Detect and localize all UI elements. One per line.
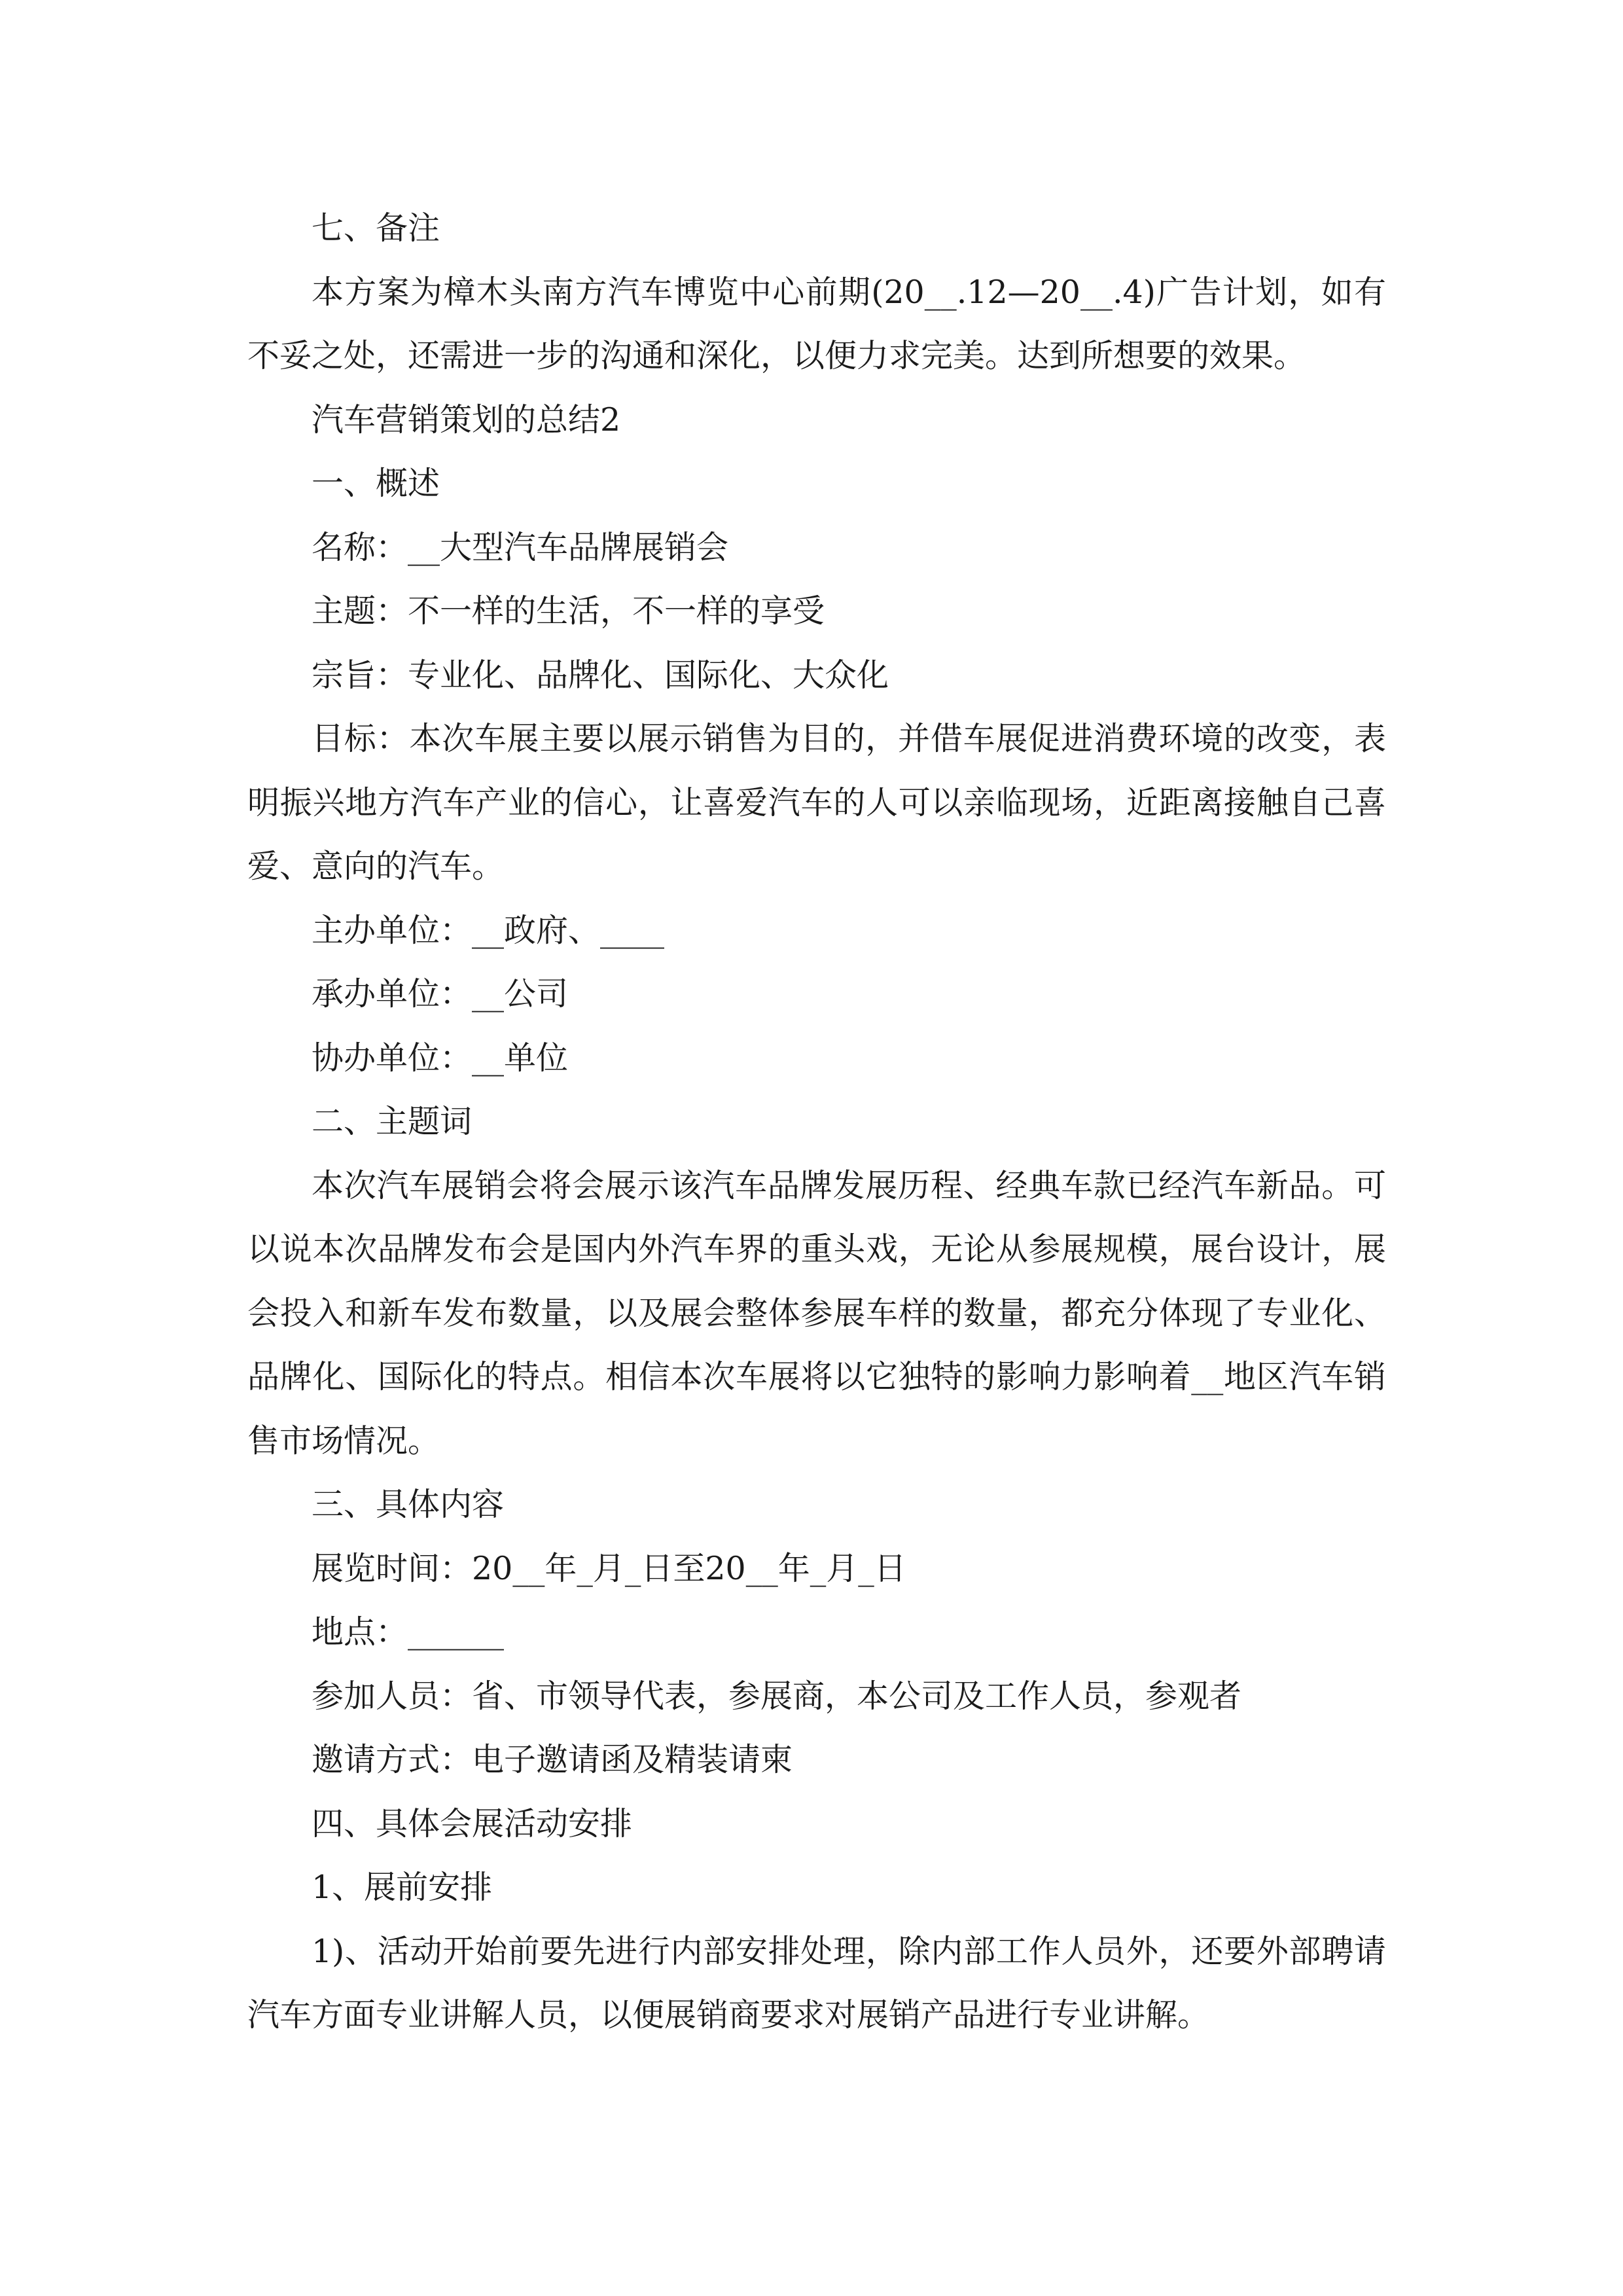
item-exhibition-time: 展览时间：20__年_月_日至20__年_月_日 — [312, 1549, 906, 1587]
item-co-organizer: 协办单位：__单位 — [312, 1039, 569, 1077]
item-invitation-method: 邀请方式：电子邀请函及精装请柬 — [312, 1741, 793, 1778]
section-title-summary-2: 汽车营销策划的总结2 — [312, 401, 621, 439]
heading-remarks: 七、备注 — [312, 209, 440, 247]
item-undertaker: 承办单位：__公司 — [312, 975, 569, 1013]
subheading-pre-exhibition: 1、展前安排 — [312, 1869, 493, 1906]
item-theme: 主题：不一样的生活，不一样的享受 — [312, 592, 825, 630]
item-location: 地点：______ — [312, 1613, 505, 1651]
item-name: 名称：__大型汽车品牌展销会 — [312, 528, 729, 566]
paragraph-plan-note: 本方案为樟木头南方汽车博览中心前期(20__.12—20__.4)广告计划，如有不妥之处，还需进一步的沟通和深化，以便力求完美。达到所想要的效果。 — [247, 273, 1386, 374]
paragraph-theme-words: 本次汽车展销会将会展示该汽车品牌发展历程、经典车款已经汽车新品。可以说本次品牌发布会是国内外汽车界的重头戏，无论从参展规模，展台设计，展会投入和新车发布数量，以及展会整体参展车样的数量，都充分体现了专业化、品牌化、国际化的特点。相信本次车展将以它独特的影响力影响着__地区汽车销售市场情况。 — [247, 1166, 1386, 1460]
heading-overview: 一、概述 — [312, 465, 440, 502]
document-body — [247, 196, 1386, 2047]
heading-specific-content: 三、具体内容 — [312, 1486, 505, 1523]
item-participants: 参加人员：省、市领导代表，参展商，本公司及工作人员，参观者 — [312, 1677, 1242, 1715]
item-purpose: 宗旨：专业化、品牌化、国际化、大众化 — [312, 656, 889, 694]
paragraph-pre-exhibition-1: 1)、活动开始前要先进行内部安排处理，除内部工作人员外，还要外部聘请汽车方面专业讲解人员，以便展销商要求对展销产品进行专业讲解。 — [247, 1932, 1386, 2034]
heading-activity-arrangement: 四、具体会展活动安排 — [312, 1804, 633, 1842]
heading-theme-words: 二、主题词 — [312, 1103, 473, 1140]
item-goal: 目标：本次车展主要以展示销售为目的，并借车展促进消费环境的改变，表明振兴地方汽车产业的信心，让喜爱汽车的人可以亲临现场，近距离接触自己喜爱、意向的汽车。 — [247, 720, 1386, 885]
item-organizer: 主办单位：__政府、____ — [312, 911, 665, 949]
